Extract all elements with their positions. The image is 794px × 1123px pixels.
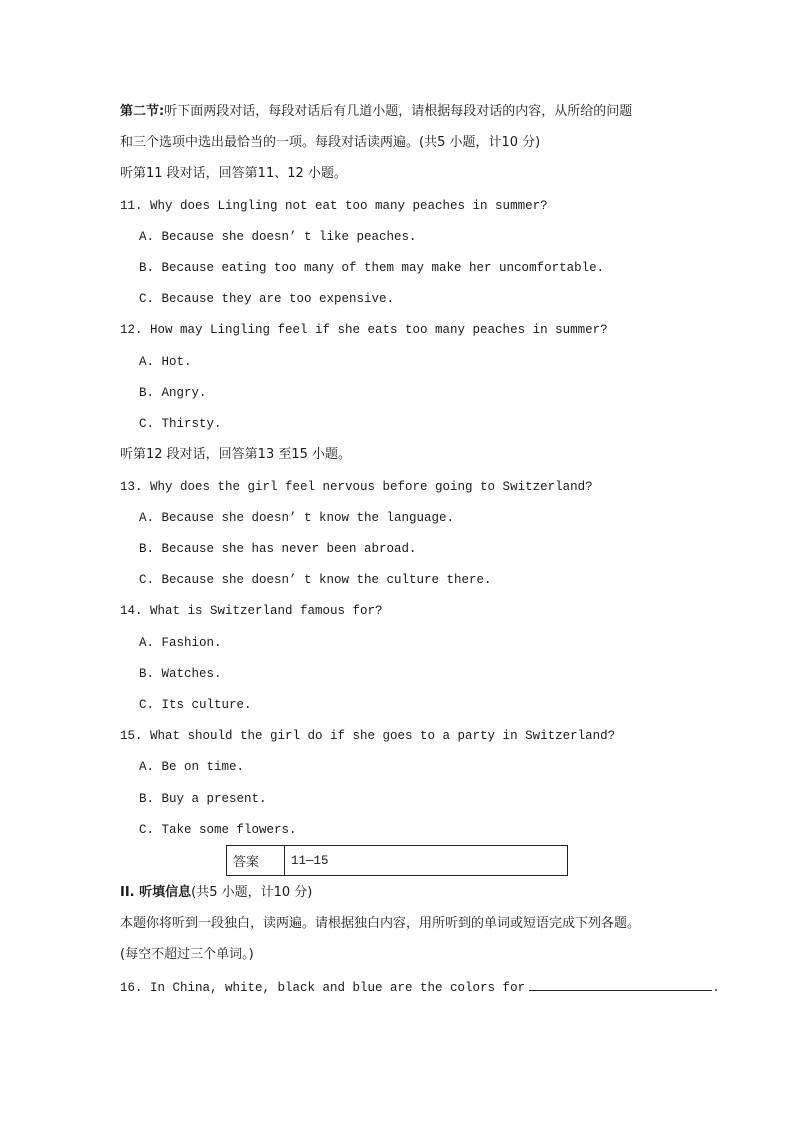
question-16 — [120, 977, 720, 998]
question-14: 14. What is Switzerland famous for? — [120, 604, 383, 618]
part2-title — [120, 883, 312, 903]
question-14-option-b: B. Watches. — [139, 667, 222, 681]
question-14-option-c: C. Its culture. — [139, 698, 252, 712]
question-13-option-a: A. Because she doesn’ t know the language. — [139, 511, 455, 525]
question-13: 13. Why does the girl feel nervous before going to Switzerland? — [120, 480, 593, 494]
section-heading-line1 — [120, 102, 632, 122]
question-15: 15. What should the girl do if she goes to a party in Switzerland? — [120, 729, 616, 743]
part2-title-rest: (共5 小题，计10 分) — [191, 885, 313, 900]
dialogue2-intro: 听第12 段对话，回答第13 至15 小题。 — [120, 447, 352, 462]
dialogue1-intro: 听第11 段对话，回答第11、12 小题。 — [120, 166, 347, 181]
question-15-option-a: A. Be on time. — [139, 760, 245, 774]
question-12-option-a: A. Hot. — [139, 355, 192, 369]
question-11-option-b: B. Because eating too many of them may make her uncomfortable. — [139, 261, 605, 275]
question-14-option-a: A. Fashion. — [139, 636, 222, 650]
question-11-option-c: C. Because they are too expensive. — [139, 292, 395, 306]
question-13-option-b: B. Because she has never been abroad. — [139, 542, 417, 556]
section-heading-text: 听下面两段对话，每段对话后有几道小题，请根据每段对话的内容，从所给的问题 — [164, 104, 633, 119]
question-13-option-c: C. Because she doesn’ t know the culture there. — [139, 573, 492, 587]
question-16-end: . — [712, 981, 720, 995]
answer-table-range: 11—15 — [291, 853, 329, 868]
question-15-option-c: C. Take some flowers. — [139, 823, 297, 837]
question-16-text: 16. In China, white, black and blue are the colors for — [120, 981, 526, 995]
part2-title-label: II. 听填信息 — [120, 885, 192, 900]
section-heading-label: 第二节: — [120, 104, 165, 119]
question-12: 12. How may Lingling feel if she eats too many peaches in summer? — [120, 323, 608, 337]
question-12-option-b: B. Angry. — [139, 386, 207, 400]
question-12-option-c: C. Thirsty. — [139, 417, 222, 431]
answer-table-label: 答案 — [227, 846, 285, 875]
question-15-option-b: B. Buy a present. — [139, 792, 267, 806]
question-11-option-a: A. Because she doesn’ t like peaches. — [139, 230, 417, 244]
answer-table — [226, 845, 568, 876]
part2-instruction-line1: 本题你将听到一段独白，读两遍。请根据独白内容，用所听到的单词或短语完成下列各题。 — [120, 916, 641, 931]
question-11: 11. Why does Lingling not eat too many peaches in summer? — [120, 199, 548, 213]
section-heading-line2: 和三个选项中选出最恰当的一项。每段对话读两遍。(共5 小题，计10 分) — [120, 135, 541, 150]
question-16-blank[interactable] — [529, 977, 712, 991]
part2-instruction-line2: (每空不超过三个单词。) — [120, 947, 254, 962]
